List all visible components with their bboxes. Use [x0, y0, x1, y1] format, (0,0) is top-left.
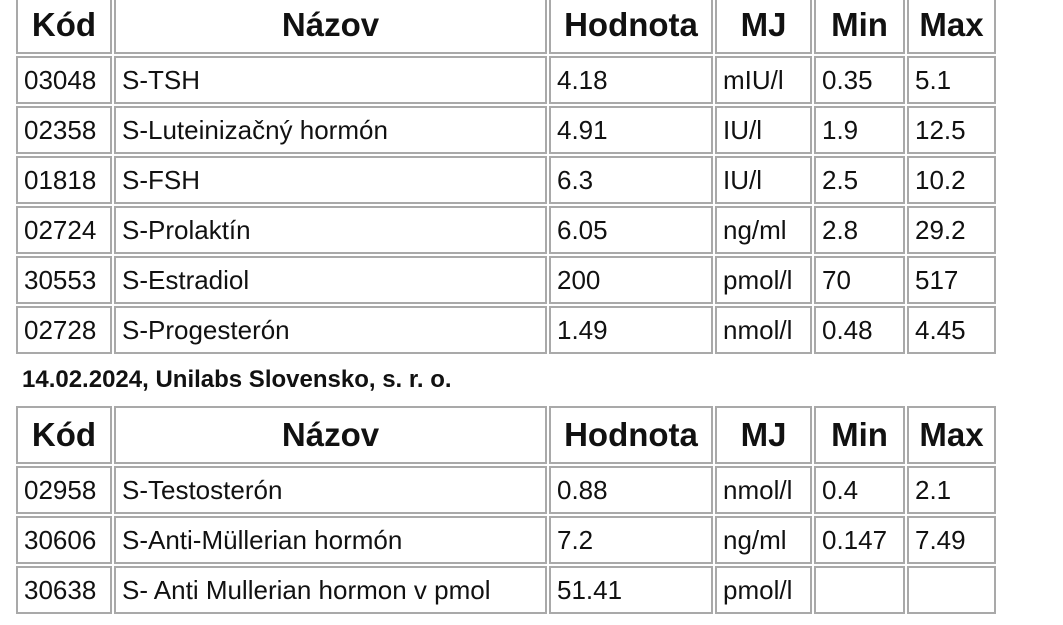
header-min: Min [814, 406, 905, 464]
cell-max: 29.2 [907, 206, 996, 254]
cell-mj: nmol/l [715, 466, 812, 514]
cell-hodnota: 6.3 [549, 156, 713, 204]
header-min: Min [814, 0, 905, 54]
section-title: 14.02.2024, Unilabs Slovensko, s. r. o. [22, 366, 452, 393]
cell-hodnota: 200 [549, 256, 713, 304]
cell-max [907, 566, 996, 614]
cell-kod: 30553 [16, 256, 112, 304]
table-row [16, 206, 996, 254]
cell-hodnota: 7.2 [549, 516, 713, 564]
header-nazov: Názov [114, 406, 547, 464]
table-row [16, 516, 996, 564]
header-kod: Kód [16, 0, 112, 54]
cell-min: 0.4 [814, 466, 905, 514]
cell-nazov: S-Progesterón [114, 306, 547, 354]
header-kod: Kód [16, 406, 112, 464]
table-row [16, 306, 996, 354]
cell-mj: pmol/l [715, 566, 812, 614]
header-max: Max [907, 406, 996, 464]
cell-kod: 03048 [16, 56, 112, 104]
cell-min: 0.35 [814, 56, 905, 104]
cell-min: 2.8 [814, 206, 905, 254]
cell-kod: 30606 [16, 516, 112, 564]
header-row [16, 0, 996, 54]
cell-mj: IU/l [715, 106, 812, 154]
lab-results-table [14, 0, 998, 616]
cell-kod: 01818 [16, 156, 112, 204]
table-row [16, 256, 996, 304]
cell-nazov: S-FSH [114, 156, 547, 204]
cell-hodnota: 51.41 [549, 566, 713, 614]
cell-min: 0.48 [814, 306, 905, 354]
table-row [16, 106, 996, 154]
cell-hodnota: 0.88 [549, 466, 713, 514]
cell-hodnota: 6.05 [549, 206, 713, 254]
table-row [16, 566, 996, 614]
cell-max: 4.45 [907, 306, 996, 354]
header-hodnota: Hodnota [549, 0, 713, 54]
cell-max: 10.2 [907, 156, 996, 204]
table-row [16, 466, 996, 514]
cell-nazov: S- Anti Mullerian hormon v pmol [114, 566, 547, 614]
cell-nazov: S-Testosterón [114, 466, 547, 514]
cell-mj: ng/ml [715, 206, 812, 254]
cell-hodnota: 4.91 [549, 106, 713, 154]
cell-max: 7.49 [907, 516, 996, 564]
cell-mj: IU/l [715, 156, 812, 204]
table-row [16, 56, 996, 104]
cell-max: 2.1 [907, 466, 996, 514]
cell-nazov: S-Prolaktín [114, 206, 547, 254]
cell-nazov: S-Estradiol [114, 256, 547, 304]
cell-min: 2.5 [814, 156, 905, 204]
header-max: Max [907, 0, 996, 54]
cell-min: 70 [814, 256, 905, 304]
header-mj: MJ [715, 0, 812, 54]
cell-mj: ng/ml [715, 516, 812, 564]
cell-max: 517 [907, 256, 996, 304]
cell-kod: 02958 [16, 466, 112, 514]
table-row [16, 156, 996, 204]
cell-min [814, 566, 905, 614]
cell-nazov: S-Anti-Müllerian hormón [114, 516, 547, 564]
cell-mj: mIU/l [715, 56, 812, 104]
header-mj: MJ [715, 406, 812, 464]
cell-mj: pmol/l [715, 256, 812, 304]
cell-hodnota: 1.49 [549, 306, 713, 354]
cell-kod: 02358 [16, 106, 112, 154]
cell-kod: 02728 [16, 306, 112, 354]
cell-min: 1.9 [814, 106, 905, 154]
cell-mj: nmol/l [715, 306, 812, 354]
cell-kod: 02724 [16, 206, 112, 254]
header-row [16, 406, 996, 464]
cell-nazov: S-TSH [114, 56, 547, 104]
cell-max: 12.5 [907, 106, 996, 154]
cell-min: 0.147 [814, 516, 905, 564]
cell-nazov: S-Luteinizačný hormón [114, 106, 547, 154]
cell-max: 5.1 [907, 56, 996, 104]
header-nazov: Názov [114, 0, 547, 54]
cell-hodnota: 4.18 [549, 56, 713, 104]
header-hodnota: Hodnota [549, 406, 713, 464]
section-header-row [16, 356, 996, 404]
cell-kod: 30638 [16, 566, 112, 614]
